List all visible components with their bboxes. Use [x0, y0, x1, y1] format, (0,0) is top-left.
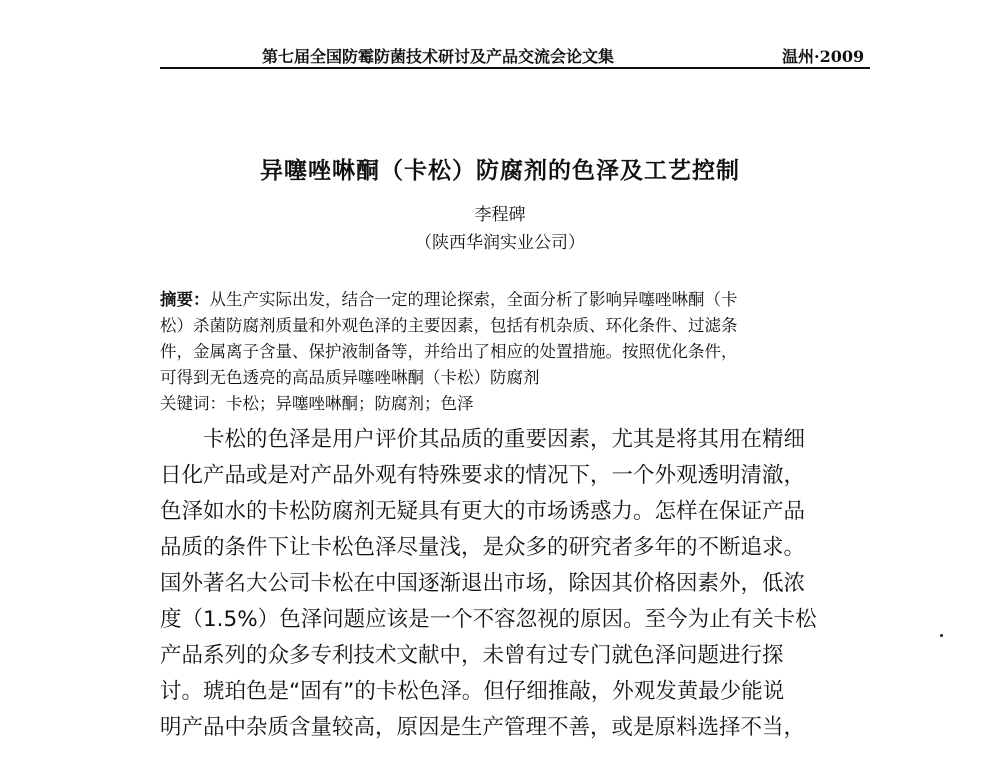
abstract-text: 从生产实际出发，结合一定的理论探索，全面分析了影响异噻唑啉酮（卡 [209, 290, 738, 309]
abstract-line: 件，金属离子含量、保护液制备等，并给出了相应的处置措施。按照优化条件， [160, 342, 738, 361]
body-line: 色泽如水的卡松防腐剂无疑具有更大的市场诱惑力。怎样在保证产品 [160, 499, 806, 524]
header-rule [160, 67, 870, 69]
abstract-line: 松）杀菌防腐剂质量和外观色泽的主要因素，包括有机杂质、环化条件、过滤条 [160, 316, 738, 335]
proceedings-title: 第七届全国防霉防菌技术研讨及产品交流会论文集 [262, 47, 615, 66]
abstract-line [160, 286, 738, 310]
author-affiliation: （陕西华润实业公司） [415, 233, 585, 253]
body-line: 明产品中杂质含量较高，原因是生产管理不善，或是原料选择不当， [160, 715, 806, 740]
body-line: 产品系列的众多专利技术文献中，未曾有过专门就色泽问题进行探 [160, 643, 784, 668]
body-line: 讨。琥珀色是“固有”的卡松色泽。但仔细推敲，外观发黄最少能说 [160, 679, 785, 704]
keywords: 关键词：卡松；异噻唑啉酮；防腐剂；色泽 [160, 394, 474, 413]
abstract-line: 可得到无色透亮的高品质异噻唑啉酮（卡松）防腐剂 [160, 368, 540, 387]
paper-title: 异噻唑啉酮（卡松）防腐剂的色泽及工艺控制 [260, 157, 740, 184]
body-line: 度（1.5%）色泽问题应该是一个不容忽视的原因。至今为止有关卡松 [160, 607, 817, 632]
body-line: 日化产品或是对产品外观有特殊要求的情况下，一个外观透明清澈， [160, 463, 806, 488]
body-line: 品质的条件下让卡松色泽尽量浅，是众多的研究者多年的不断追求。 [160, 535, 806, 560]
location-year: 温州·2009 [782, 47, 865, 66]
author-name: 李程碑 [474, 205, 526, 225]
scan-speck [940, 634, 943, 637]
abstract-label: 摘要： [160, 290, 210, 309]
body-line: 卡松的色泽是用户评价其品质的重要因素，尤其是将其用在精细 [160, 427, 806, 452]
body-line: 国外著名大公司卡松在中国逐渐退出市场，除因其价格因素外，低浓 [160, 571, 806, 596]
